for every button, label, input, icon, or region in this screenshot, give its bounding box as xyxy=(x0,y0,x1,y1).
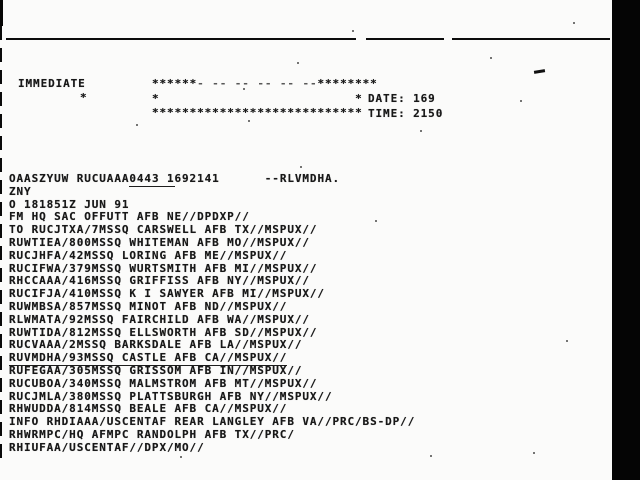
message-line: RUCIFWA/379MSSQ WURTSMITH AFB MI//MSPUX// xyxy=(9,261,318,275)
message-line: RUCJHFA/42MSSQ LORING AFB ME//MSPUX// xyxy=(9,248,288,262)
message-line: RUCVAAA/2MSSQ BARKSDALE AFB LA//MSPUX// xyxy=(9,338,303,352)
message-line: FM HQ SAC OFFUTT AFB NE//DPDXP// xyxy=(9,210,250,224)
message-line: O 181851Z JUN 91 xyxy=(9,197,130,211)
message-line: RHIUFAA/USCENTAF//DPX/MO// xyxy=(9,440,205,454)
message-line: RLWMATA/92MSSQ FAIRCHILD AFB WA//MSPUX// xyxy=(9,312,310,326)
stray-asterisk: * xyxy=(80,91,88,104)
time-stamp: TIME: 2150 xyxy=(368,107,444,120)
message-line: RHWUDDA/814MSSQ BEALE AFB CA//MSPUX// xyxy=(9,402,288,416)
message-line: INFO RHDIAAA/USCENTAF REAR LANGLEY AFB VA//PRC/BS-DP// xyxy=(9,415,416,429)
message-line: RHWRMPC/HQ AFMPC RANDOLPH AFB TX//PRC/ xyxy=(9,427,295,441)
message-body xyxy=(9,173,415,455)
message-line: RUCUBOA/340MSSQ MALMSTROM AFB MT//MSPUX// xyxy=(9,376,318,390)
asterisk-box-middle: * * xyxy=(152,92,363,105)
message-line: TO RUCJTXA/7MSSQ CARSWELL AFB TX//MSPUX// xyxy=(9,223,318,237)
scan-right-black-band xyxy=(612,0,640,480)
asterisk-box-bottom: **************************** xyxy=(152,106,363,119)
asterisk-box-top: ******- -- -- -- -- --******** xyxy=(152,77,378,90)
message-line: ZNY xyxy=(9,184,32,198)
message-line: RUWMBSA/857MSSQ MINOT AFB ND//MSPUX// xyxy=(9,299,288,313)
message-line: OAASZYUW RUCUAAA0443 1692141 --RLVMDHA. xyxy=(9,172,341,185)
date-stamp: DATE: 169 xyxy=(368,92,436,105)
scan-stray-mark xyxy=(534,69,545,74)
scan-left-edge-line xyxy=(0,4,2,466)
message-line: RUCJMLA/380MSSQ PLATTSBURGH AFB NY//MSPUX// xyxy=(9,389,333,403)
scan-horizontal-line xyxy=(6,38,356,40)
scan-corner-mark xyxy=(0,0,3,26)
precedence-stamp: IMMEDIATE xyxy=(18,77,86,90)
message-line: RUCIFJA/410MSSQ K I SAWYER AFB MI//MSPUX// xyxy=(9,287,325,301)
message-line: RUWTIEA/800MSSQ WHITEMAN AFB MO//MSPUX// xyxy=(9,235,310,249)
message-line: RUFEGAA/305MSSQ GRISSOM AFB IN//MSPUX// xyxy=(9,363,303,377)
message-line: RHCCAAA/416MSSQ GRIFFISS AFB NY//MSPUX// xyxy=(9,274,310,288)
message-line: RUVMDHA/93MSSQ CASTLE AFB CA//MSPUX// xyxy=(9,351,288,365)
scan-horizontal-line xyxy=(366,38,444,40)
message-line: RUWTIDA/812MSSQ ELLSWORTH AFB SD//MSPUX// xyxy=(9,325,318,339)
scan-horizontal-line xyxy=(452,38,610,40)
